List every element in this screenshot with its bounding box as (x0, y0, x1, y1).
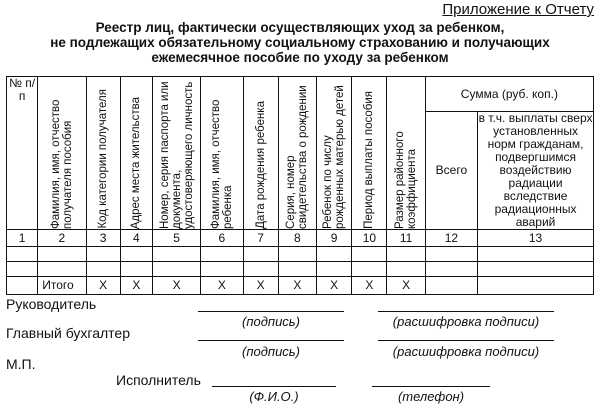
empty-cell (38, 262, 86, 277)
header-address: Адрес места жительства (130, 96, 143, 229)
header-col-2 (38, 77, 86, 230)
empty-cell (7, 262, 38, 277)
empty-cell (120, 262, 152, 277)
empty-cell (38, 247, 86, 262)
empty-cell (317, 262, 352, 277)
header-number: № п/п (7, 77, 38, 230)
empty-cell (425, 262, 477, 277)
header-payment-period: Период выплаты пособия (363, 91, 376, 229)
x-mark: X (86, 277, 120, 295)
total-label: Итого (38, 277, 86, 295)
empty-cell (7, 247, 38, 262)
total-sum-cell (425, 277, 477, 295)
total-row (7, 277, 594, 295)
total-radiation-cell (478, 277, 594, 295)
empty-cell (120, 247, 152, 262)
header-col-8 (278, 77, 316, 230)
empty-cell (152, 262, 200, 277)
x-mark: X (387, 277, 425, 295)
col-number: 13 (478, 230, 594, 247)
header-total: Всего (425, 112, 477, 230)
accountant-signature-line (198, 340, 344, 341)
header-col-9 (317, 77, 352, 230)
col-number: 7 (243, 230, 278, 247)
accountant-signature-hint: (подпись) (242, 344, 300, 359)
header-col-5 (152, 77, 200, 230)
empty-cell (425, 247, 477, 262)
table-row (7, 262, 594, 277)
head-decoding-hint: (расшифровка подписи) (392, 314, 540, 329)
executor-phone-line (372, 386, 490, 387)
empty-cell (387, 247, 425, 262)
empty-cell (86, 247, 120, 262)
header-col-10 (352, 77, 387, 230)
header-col-3 (86, 77, 120, 230)
empty-cell (201, 262, 243, 277)
x-mark: X (317, 277, 352, 295)
col-number: 4 (120, 230, 152, 247)
register-table (6, 76, 594, 295)
empty-cell (278, 247, 316, 262)
col-number: 11 (387, 230, 425, 247)
empty-cell (478, 262, 594, 277)
title-line-1: Реестр лиц, фактически осуществляющих уход за ребенком, (95, 20, 505, 35)
accountant-decoding-line (378, 340, 554, 341)
col-number: 12 (425, 230, 477, 247)
empty-cell (243, 247, 278, 262)
head-decoding-line (378, 311, 554, 312)
header-col-6 (201, 77, 243, 230)
header-col-7 (243, 77, 278, 230)
header-child-name: Фамилия, имя, отчество ребенка (209, 99, 234, 229)
empty-cell (317, 247, 352, 262)
table-row (7, 247, 594, 262)
header-birth-certificate: Серия, номер свидетельства о рождении (285, 85, 310, 229)
header-col-4 (120, 77, 152, 230)
executor-fio-hint: (Ф.И.О.) (249, 389, 299, 404)
header-regional-coefficient: Размер районного коэффициента (394, 131, 419, 229)
title-line-2: не подлежащих обязательному социальному страхованию и получающих (50, 35, 550, 50)
col-number: 3 (86, 230, 120, 247)
empty-cell (152, 247, 200, 262)
empty-cell (243, 262, 278, 277)
empty-cell (478, 247, 594, 262)
header-recipient-name: Фамилия, имя, отчество получателя пособия (49, 99, 74, 229)
col-number: 9 (317, 230, 352, 247)
executor-fio-line (212, 386, 336, 387)
stamp-label: М.П. (6, 356, 36, 372)
header-category-code: Код категории получателя (97, 89, 110, 229)
header-sum: Сумма (руб. коп.) (425, 77, 593, 112)
x-mark: X (243, 277, 278, 295)
head-signature-line (198, 311, 344, 312)
header-passport: Номер, серия паспорта или документа, удостоверяющего личность (158, 81, 195, 229)
col-number: 5 (152, 230, 200, 247)
empty-cell (201, 247, 243, 262)
header-col-11 (387, 77, 425, 230)
title-line-3: ежемесячное пособие по уходу за ребенком (151, 50, 449, 65)
empty-cell (7, 277, 38, 295)
x-mark: X (201, 277, 243, 295)
empty-cell (278, 262, 316, 277)
head-signature-hint: (подпись) (242, 314, 300, 329)
header-child-order: Ребенок по числу рожденных матерью детей (322, 85, 347, 229)
col-number: 10 (352, 230, 387, 247)
empty-cell (387, 262, 425, 277)
empty-cell (352, 247, 387, 262)
executor-phone-hint: (телефон) (397, 389, 465, 404)
empty-cell (352, 262, 387, 277)
header-child-birthdate: Дата рождения ребенка (254, 101, 267, 229)
col-number: 6 (201, 230, 243, 247)
head-label: Руководитель (6, 296, 97, 312)
col-number: 1 (7, 230, 38, 247)
col-number: 2 (38, 230, 86, 247)
accountant-label: Главный бухгалтер (6, 325, 130, 341)
accountant-decoding-hint: (расшифровка подписи) (392, 344, 540, 359)
x-mark: X (278, 277, 316, 295)
document-title (0, 20, 600, 65)
empty-cell (86, 262, 120, 277)
header-radiation-payments: в т.ч. выплаты сверх установленных норм гражданам, подвергшимся воздействию радиации вследствие радиационных аварий (478, 111, 593, 229)
executor-label: Исполнитель (116, 372, 201, 388)
x-mark: X (120, 277, 152, 295)
col-number: 8 (278, 230, 316, 247)
x-mark: X (352, 277, 387, 295)
x-mark: X (152, 277, 200, 295)
appendix-label: Приложение к Отчету (442, 1, 594, 18)
